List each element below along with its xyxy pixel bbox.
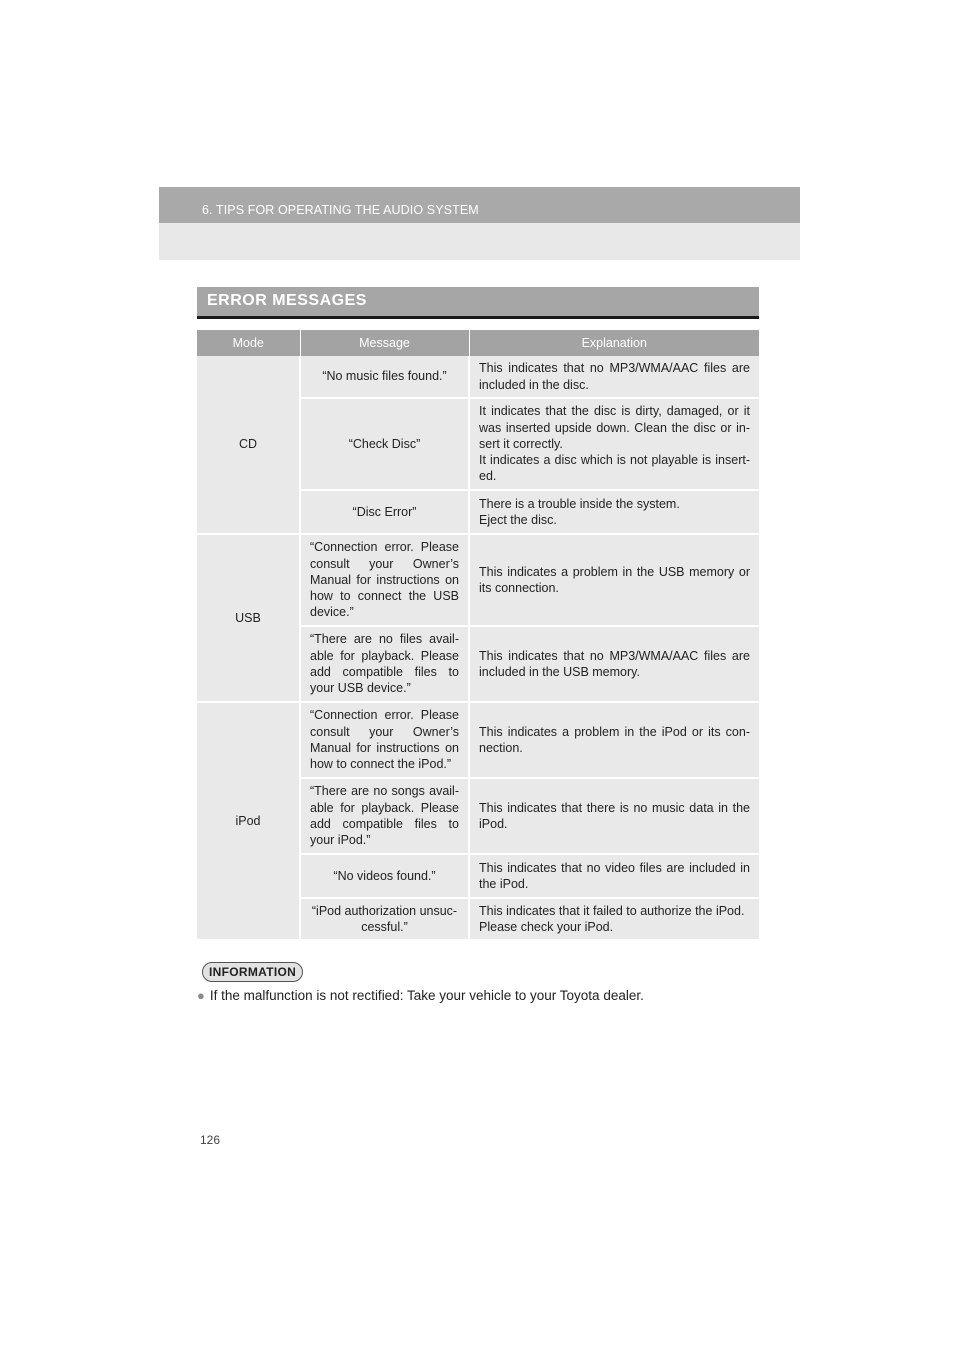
header-message: Message	[300, 330, 469, 356]
explanation-cell: This indicates a problem in the iPod or its con-nection.	[469, 702, 759, 778]
explanation-cell: This indicates that no MP3/WMA/AAC files are included in the USB memory.	[469, 626, 759, 702]
message-cell: “There are no songs avail-able for playback. Please add compatible files to your iPod.”	[300, 778, 469, 854]
section-title: ERROR MESSAGES	[207, 292, 367, 309]
chapter-header	[159, 187, 800, 223]
message-cell: “Connection error. Please consult your Owner’s Manual for instructions on how to connect the iPod.”	[300, 702, 469, 778]
message-cell: “Disc Error”	[300, 490, 469, 534]
header-explanation: Explanation	[469, 330, 759, 356]
chapter-title: 6. TIPS FOR OPERATING THE AUDIO SYSTEM	[202, 203, 479, 217]
table-row	[197, 702, 759, 778]
explanation-line: It indicates a disc which is not playable is insert-ed.	[479, 453, 750, 484]
table-row	[197, 356, 759, 398]
mode-cell-cd: CD	[197, 356, 300, 534]
message-cell: “iPod authorization unsuc-cessful.”	[300, 898, 469, 940]
explanation-cell: This indicates a problem in the USB memory or its connection.	[469, 534, 759, 626]
explanation-line: There is a trouble inside the system.	[479, 496, 680, 511]
mode-cell-usb: USB	[197, 534, 300, 702]
explanation-cell: This indicates that no MP3/WMA/AAC files are included in the disc.	[469, 356, 759, 398]
message-cell: “No music files found.”	[300, 356, 469, 398]
explanation-cell: This indicates that no video files are included in the iPod.	[469, 854, 759, 898]
page-number: 126	[200, 1133, 221, 1147]
explanation-line: This indicates that it failed to authorize the iPod.	[479, 903, 745, 918]
header-band	[159, 223, 800, 260]
explanation-cell	[469, 898, 759, 940]
explanation-cell: This indicates that there is no music data in the iPod.	[469, 778, 759, 854]
information-note	[197, 988, 644, 1003]
header-mode: Mode	[197, 330, 300, 356]
message-cell: “Connection error. Please consult your Owner’s Manual for instructions on how to connect the USB device.”	[300, 534, 469, 626]
section-title-bar	[197, 287, 759, 319]
mode-cell-ipod: iPod	[197, 702, 300, 940]
information-badge: INFORMATION	[202, 962, 303, 982]
error-messages-table	[197, 330, 759, 941]
explanation-cell	[469, 398, 759, 490]
message-cell: “Check Disc”	[300, 398, 469, 490]
message-cell: “No videos found.”	[300, 854, 469, 898]
explanation-cell	[469, 490, 759, 534]
explanation-line: Eject the disc.	[479, 513, 557, 527]
message-cell: “There are no files avail-able for playback. Please add compatible files to your USB device.”	[300, 626, 469, 702]
table-header-row	[197, 330, 759, 356]
information-text: If the malfunction is not rectified: Take your vehicle to your Toyota dealer.	[209, 988, 644, 1003]
table-row	[197, 534, 759, 626]
explanation-line: Please check your iPod.	[479, 920, 614, 934]
explanation-line: It indicates that the disc is dirty, damaged, or it was inserted upside down. Clean the disc or in-sert it correctly.	[479, 404, 750, 451]
circle-bullet-icon: ●	[197, 988, 205, 1003]
